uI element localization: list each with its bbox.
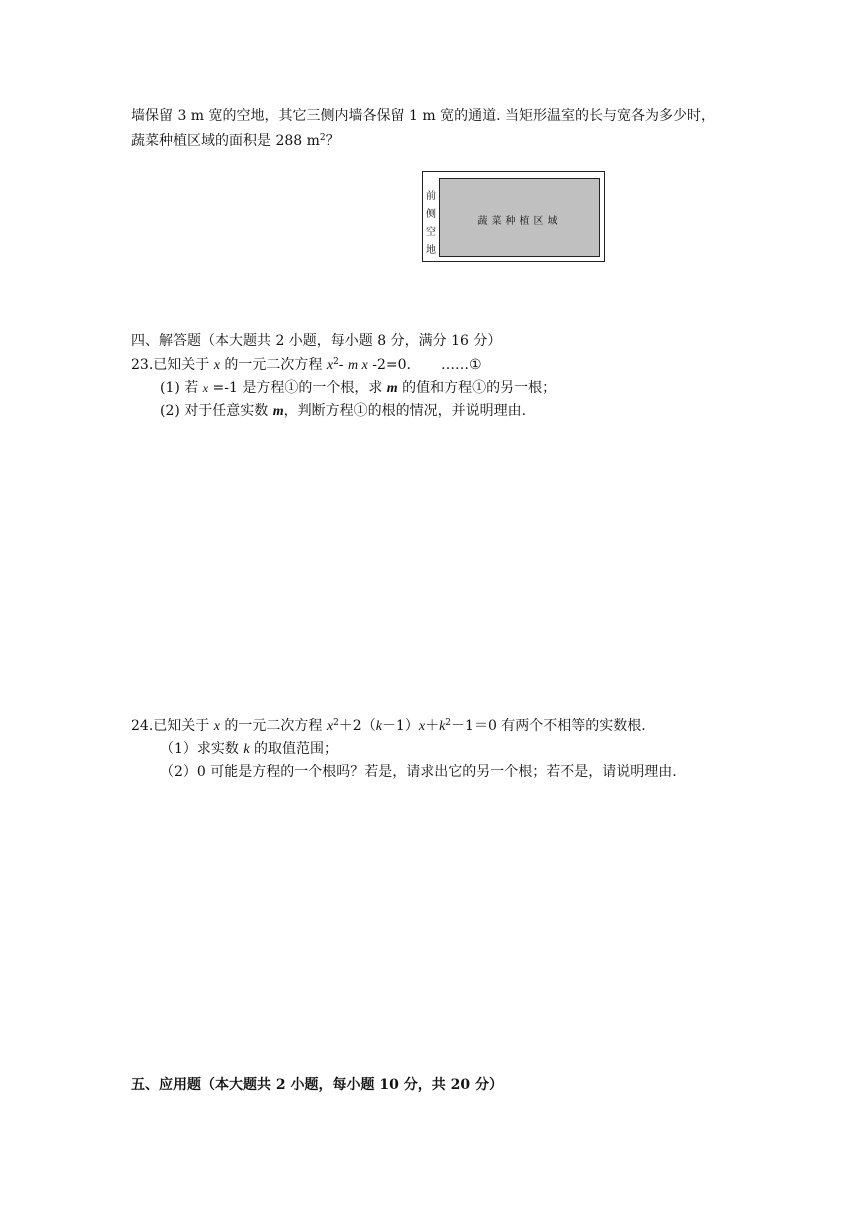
side-char: 侧	[426, 209, 436, 220]
question-mark: ？	[325, 133, 340, 149]
q23-part1-text: =-1 是方程①的一个根，求	[208, 380, 387, 396]
side-char: 前	[426, 191, 436, 202]
var-m: m	[386, 381, 398, 396]
section5-heading-text: 五、应用题（本大题共 2 小题，每小题 10 分，共 20 分）	[131, 1077, 503, 1093]
area-exponent: 2	[319, 133, 326, 143]
q23-part2	[160, 401, 526, 422]
var-k: k	[439, 719, 446, 734]
problem22-line1-text: 墙保留 3 m 宽的空地，其它三侧内墙各保留 1 m 宽的通道. 当矩形温室的长与宽各为多少时，	[131, 108, 715, 124]
plus-sign: ＋	[425, 718, 440, 734]
exponent: 2	[445, 718, 452, 728]
side-char: 地	[426, 245, 436, 256]
var-x: x	[418, 719, 426, 734]
var-k: k	[243, 742, 250, 757]
q23-part1-text: 的值和方程①的另一根；	[397, 380, 557, 396]
var-x: x	[202, 381, 209, 395]
equation-tail: -2=0.	[367, 357, 412, 373]
side-char: 空	[426, 227, 436, 238]
var-k: k	[375, 719, 382, 734]
var-x: x	[358, 358, 368, 373]
exponent: 2	[333, 357, 339, 367]
q23-stem-text: 的一元二次方程	[219, 357, 327, 373]
q24-stem	[131, 716, 646, 737]
q24-part1	[160, 739, 338, 760]
problem22-line2	[131, 131, 340, 151]
q23-part2-text: (2) 对于任意实数	[160, 403, 273, 419]
var-x: x	[213, 358, 220, 373]
equation-part: ＋2（	[338, 718, 376, 734]
var-x: x	[326, 358, 334, 373]
var-m: m	[272, 404, 284, 419]
var-x: x	[326, 719, 334, 734]
q24-part1-text: 的取值范围；	[249, 741, 339, 757]
q23-part1	[160, 378, 556, 399]
equation-marker: ……①	[441, 357, 482, 373]
q23-stem-text: 23.已知关于	[131, 357, 214, 373]
var-x: x	[213, 719, 220, 734]
q24-part2	[160, 762, 677, 782]
q24-stem-text: 的一元二次方程	[219, 718, 327, 734]
section4-heading-text: 四、解答题（本大题共 2 小题，每小题 8 分，满分 16 分）	[131, 333, 502, 349]
q24-part1-text: （1）求实数	[160, 741, 244, 757]
var-m: m	[347, 358, 359, 373]
q23-part2-text: ，判断方程①的根的情况，并说明理由.	[283, 403, 527, 419]
front-open-space-label	[424, 188, 438, 260]
minus-sign: -	[338, 357, 348, 373]
section4-heading	[131, 331, 501, 351]
planting-area-rect	[439, 178, 600, 257]
q23-part1-text: (1) 若	[160, 380, 203, 396]
q23-stem	[131, 355, 482, 376]
q24-part2-text: （2）0 可能是方程的一个根吗？若是，请求出它的另一个根；若不是，请说明理由.	[160, 764, 677, 780]
equation-part: －1）	[381, 718, 419, 734]
planting-area-label: 蔬菜种植区域	[477, 216, 562, 227]
area-text: 蔬菜种植区域的面积是 288 m	[131, 133, 320, 149]
equation-part: －1＝0 有两个不相等的实数根.	[451, 718, 646, 734]
q24-stem-text: 24.已知关于	[131, 718, 214, 734]
problem22-line1	[131, 106, 715, 126]
section5-heading	[131, 1075, 503, 1095]
exponent: 2	[333, 718, 339, 728]
